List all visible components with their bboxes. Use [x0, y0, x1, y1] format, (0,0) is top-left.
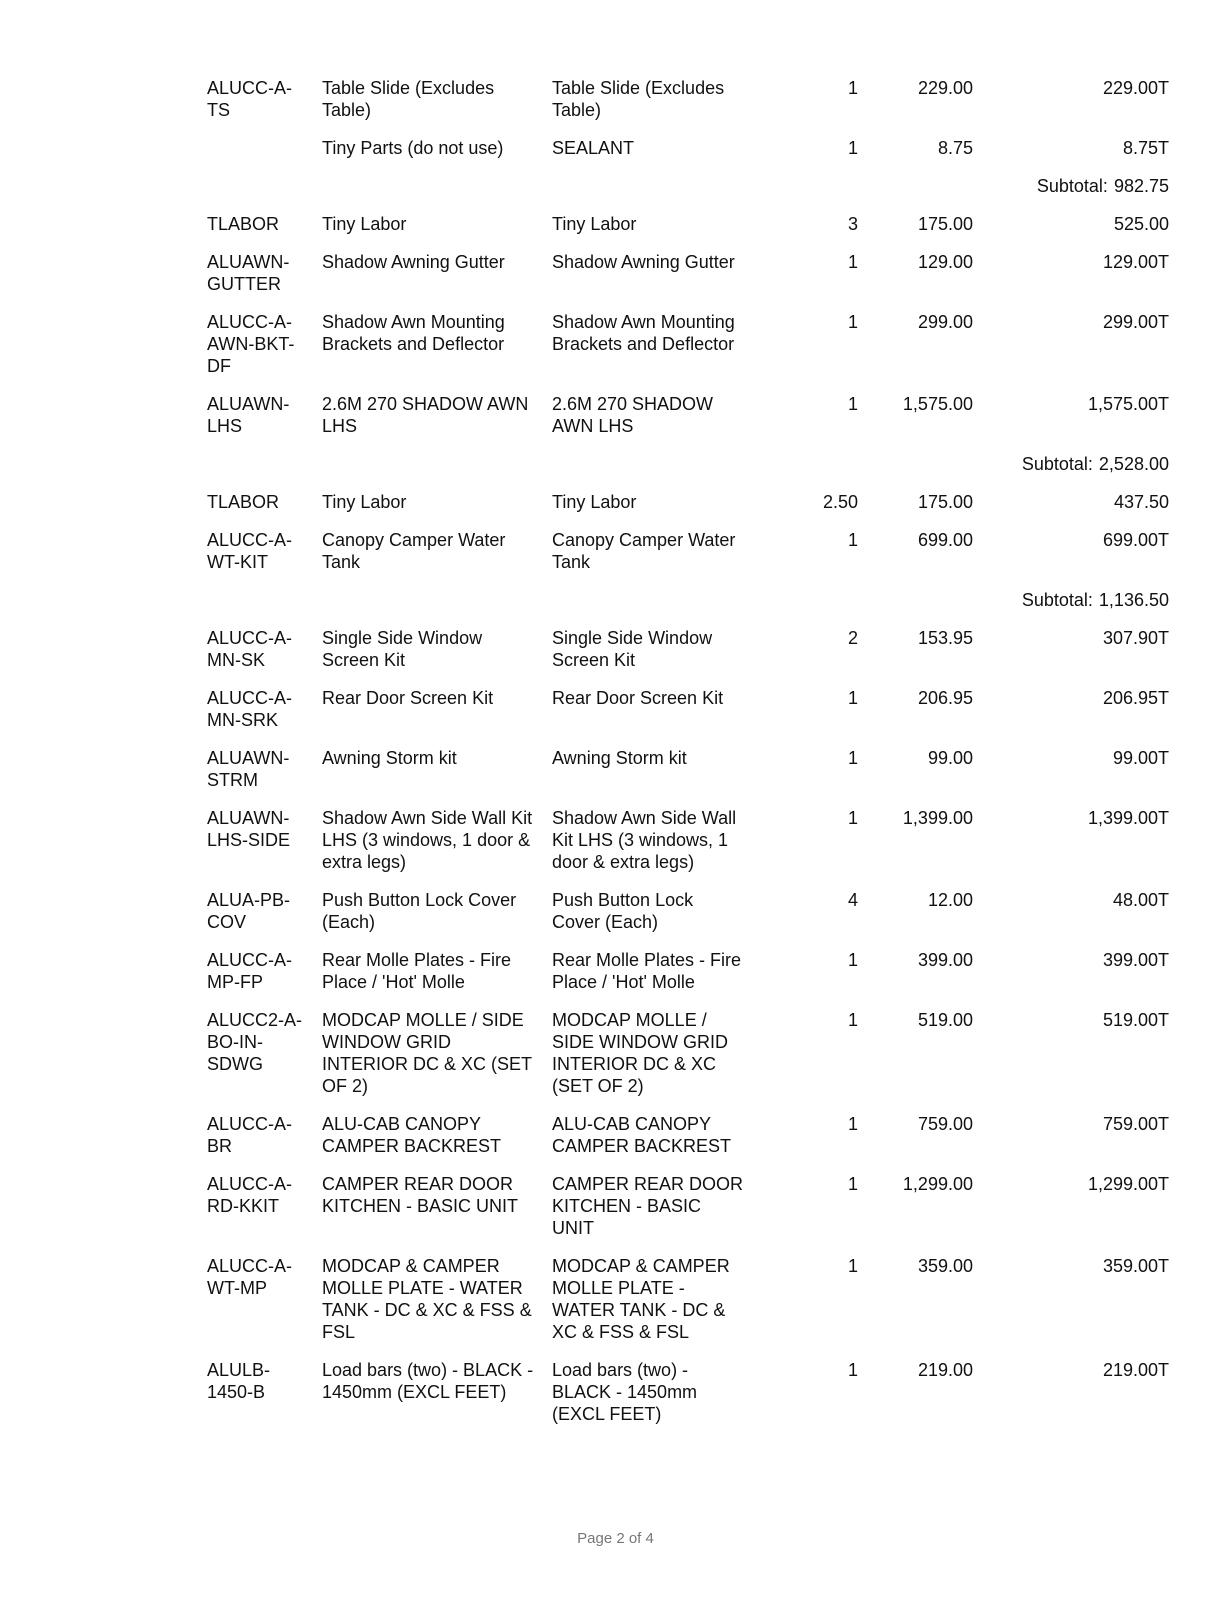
subtotal-label: Subtotal:: [1036, 176, 1108, 196]
item-description: Table Slide (Excludes Table): [552, 78, 725, 120]
item-quantity: 1: [847, 394, 858, 414]
item-unit-price: 12.00: [927, 890, 973, 910]
item-unit-price: 299.00: [917, 312, 973, 332]
subtotal-label: Subtotal:: [1021, 454, 1093, 474]
item-unit-price: 399.00: [917, 950, 973, 970]
item-code: ALULB- 1450-B: [207, 1360, 271, 1402]
item-unit-price: 229.00: [917, 78, 973, 98]
item-description: Rear Door Screen Kit: [552, 688, 724, 708]
item-line-total: 399.00T: [1102, 950, 1169, 970]
table-row: [207, 1009, 1169, 1097]
item-unit-price: 1,299.00: [902, 1174, 973, 1194]
item-line-total: 759.00T: [1102, 1114, 1169, 1134]
item-quantity: 1: [847, 1360, 858, 1380]
item-name: Tiny Labor: [322, 214, 407, 234]
item-description: CAMPER REAR DOOR KITCHEN - BASIC UNIT: [552, 1174, 744, 1238]
item-quantity: 1: [847, 950, 858, 970]
item-code: ALUCC2-A- BO-IN- SDWG: [207, 1010, 303, 1074]
item-quantity: 1: [847, 252, 858, 272]
item-code: TLABOR: [207, 492, 280, 512]
item-name: Tiny Labor: [322, 492, 407, 512]
item-quantity: 1: [847, 78, 858, 98]
item-description: Tiny Labor: [552, 492, 637, 512]
item-unit-price: 8.75: [937, 138, 973, 158]
item-quantity: 1: [847, 138, 858, 158]
item-name: Push Button Lock Cover (Each): [322, 890, 517, 932]
subtotal-label: Subtotal:: [1021, 590, 1093, 610]
table-row: [207, 687, 1169, 731]
item-description: MODCAP & CAMPER MOLLE PLATE - WATER TANK - DC & XC & FSS & FSL: [552, 1256, 730, 1342]
item-unit-price: 1,575.00: [902, 394, 973, 414]
item-line-total: 229.00T: [1102, 78, 1169, 98]
item-unit-price: 175.00: [917, 492, 973, 512]
item-code: ALUA-PB- COV: [207, 890, 291, 932]
item-line-total: 99.00T: [1112, 748, 1169, 768]
item-name: Shadow Awn Side Wall Kit LHS (3 windows, 1 door & extra legs): [322, 808, 533, 872]
item-line-total: 307.90T: [1102, 628, 1169, 648]
item-name: CAMPER REAR DOOR KITCHEN - BASIC UNIT: [322, 1174, 519, 1216]
item-code: ALUCC-A- RD-KKIT: [207, 1174, 293, 1216]
item-quantity: 1: [847, 312, 858, 332]
table-row: [207, 1255, 1169, 1343]
table-row: [207, 807, 1169, 873]
item-line-total: 1,299.00T: [1087, 1174, 1169, 1194]
table-row: [207, 949, 1169, 993]
table-row: [207, 1173, 1169, 1239]
item-line-total: 206.95T: [1102, 688, 1169, 708]
item-line-total: 525.00: [1113, 214, 1169, 234]
item-name: Tiny Parts (do not use): [322, 138, 504, 158]
item-unit-price: 219.00: [917, 1360, 973, 1380]
item-code: ALUCC-A- AWN-BKT- DF: [207, 312, 295, 376]
item-line-total: 1,399.00T: [1087, 808, 1169, 828]
table-row: [207, 393, 1169, 437]
item-code: ALUCC-A- WT-MP: [207, 1256, 293, 1298]
item-description: Load bars (two) - BLACK - 1450mm (EXCL FEET): [552, 1360, 698, 1424]
item-line-total: 519.00T: [1102, 1010, 1169, 1030]
item-code: ALUCC-A- WT-KIT: [207, 530, 293, 572]
item-line-total: 48.00T: [1112, 890, 1169, 910]
item-unit-price: 699.00: [917, 530, 973, 550]
item-quantity: 4: [847, 890, 858, 910]
item-unit-price: 519.00: [917, 1010, 973, 1030]
page-number: Page 2 of 4: [577, 1530, 654, 1547]
subtotal-value: 1,136.50: [1098, 590, 1169, 610]
item-unit-price: 129.00: [917, 252, 973, 272]
item-quantity: 2: [847, 628, 858, 648]
line-items-table: [207, 77, 1169, 1425]
table-row: [207, 747, 1169, 791]
item-description: Single Side Window Screen Kit: [552, 628, 713, 670]
item-description: Shadow Awn Side Wall Kit LHS (3 windows, 1 door & extra legs): [552, 808, 737, 872]
table-row: [207, 213, 1169, 235]
subtotal-row: [207, 175, 1169, 197]
subtotal-value: 982.75: [1113, 176, 1169, 196]
item-unit-price: 153.95: [917, 628, 973, 648]
item-name: MODCAP & CAMPER MOLLE PLATE - WATER TANK - DC & XC & FSS & FSL: [322, 1256, 532, 1342]
table-row: [207, 529, 1169, 573]
item-description: Shadow Awning Gutter: [552, 252, 735, 272]
item-quantity: 1: [847, 808, 858, 828]
item-description: Canopy Camper Water Tank: [552, 530, 736, 572]
item-description: Shadow Awn Mounting Brackets and Deflector: [552, 312, 735, 354]
item-description: ALU-CAB CANOPY CAMPER BACKREST: [552, 1114, 732, 1156]
item-line-total: 1,575.00T: [1087, 394, 1169, 414]
item-line-total: 299.00T: [1102, 312, 1169, 332]
item-name: Rear Molle Plates - Fire Place / 'Hot' Molle: [322, 950, 512, 992]
item-name: ALU-CAB CANOPY CAMPER BACKREST: [322, 1114, 502, 1156]
item-name: Rear Door Screen Kit: [322, 688, 494, 708]
item-name: Single Side Window Screen Kit: [322, 628, 483, 670]
item-quantity: 1: [847, 1256, 858, 1276]
item-code: ALUCC-A- MP-FP: [207, 950, 293, 992]
item-description: Awning Storm kit: [552, 748, 687, 768]
item-description: Rear Molle Plates - Fire Place / 'Hot' Molle: [552, 950, 742, 992]
subtotal-row: [207, 453, 1169, 475]
table-row: [207, 1359, 1169, 1425]
item-quantity: 1: [847, 748, 858, 768]
item-description: Push Button Lock Cover (Each): [552, 890, 694, 932]
item-name: MODCAP MOLLE / SIDE WINDOW GRID INTERIOR DC & XC (SET OF 2): [322, 1010, 533, 1096]
item-line-total: 8.75T: [1122, 138, 1169, 158]
table-row: [207, 491, 1169, 513]
item-code: ALUCC-A- BR: [207, 1114, 293, 1156]
item-unit-price: 1,399.00: [902, 808, 973, 828]
item-name: Canopy Camper Water Tank: [322, 530, 506, 572]
item-code: ALUAWN- GUTTER: [207, 252, 290, 294]
table-row: [207, 311, 1169, 377]
item-quantity: 1: [847, 688, 858, 708]
item-line-total: 437.50: [1113, 492, 1169, 512]
table-row: [207, 77, 1169, 121]
item-code: ALUCC-A- TS: [207, 78, 293, 120]
item-unit-price: 759.00: [917, 1114, 973, 1134]
item-unit-price: 99.00: [927, 748, 973, 768]
item-code: ALUAWN- LHS: [207, 394, 290, 436]
item-quantity: 1: [847, 530, 858, 550]
item-name: Table Slide (Excludes Table): [322, 78, 495, 120]
table-row: [207, 137, 1169, 159]
subtotal-row: [207, 589, 1169, 611]
item-line-total: 129.00T: [1102, 252, 1169, 272]
item-unit-price: 359.00: [917, 1256, 973, 1276]
item-unit-price: 206.95: [917, 688, 973, 708]
item-description: Tiny Labor: [552, 214, 637, 234]
item-name: Shadow Awning Gutter: [322, 252, 505, 272]
table-row: [207, 627, 1169, 671]
item-code: ALUCC-A- MN-SRK: [207, 688, 293, 730]
item-name: Awning Storm kit: [322, 748, 457, 768]
item-code: ALUCC-A- MN-SK: [207, 628, 293, 670]
item-name: 2.6M 270 SHADOW AWN LHS: [322, 394, 529, 436]
item-name: Shadow Awn Mounting Brackets and Deflector: [322, 312, 505, 354]
item-code: ALUAWN- STRM: [207, 748, 290, 790]
table-row: [207, 889, 1169, 933]
table-row: [207, 1113, 1169, 1157]
item-line-total: 699.00T: [1102, 530, 1169, 550]
item-name: Load bars (two) - BLACK - 1450mm (EXCL FEET): [322, 1360, 534, 1402]
item-quantity: 2.50: [822, 492, 858, 512]
item-line-total: 359.00T: [1102, 1256, 1169, 1276]
item-quantity: 1: [847, 1114, 858, 1134]
subtotal-value: 2,528.00: [1098, 454, 1169, 474]
item-quantity: 1: [847, 1010, 858, 1030]
item-description: 2.6M 270 SHADOW AWN LHS: [552, 394, 714, 436]
item-code: TLABOR: [207, 214, 280, 234]
item-quantity: 1: [847, 1174, 858, 1194]
item-quantity: 3: [847, 214, 858, 234]
item-description: MODCAP MOLLE / SIDE WINDOW GRID INTERIOR DC & XC (SET OF 2): [552, 1010, 728, 1096]
item-code: ALUAWN- LHS-SIDE: [207, 808, 291, 850]
item-line-total: 219.00T: [1102, 1360, 1169, 1380]
table-row: [207, 251, 1169, 295]
item-unit-price: 175.00: [917, 214, 973, 234]
item-description: SEALANT: [552, 138, 635, 158]
